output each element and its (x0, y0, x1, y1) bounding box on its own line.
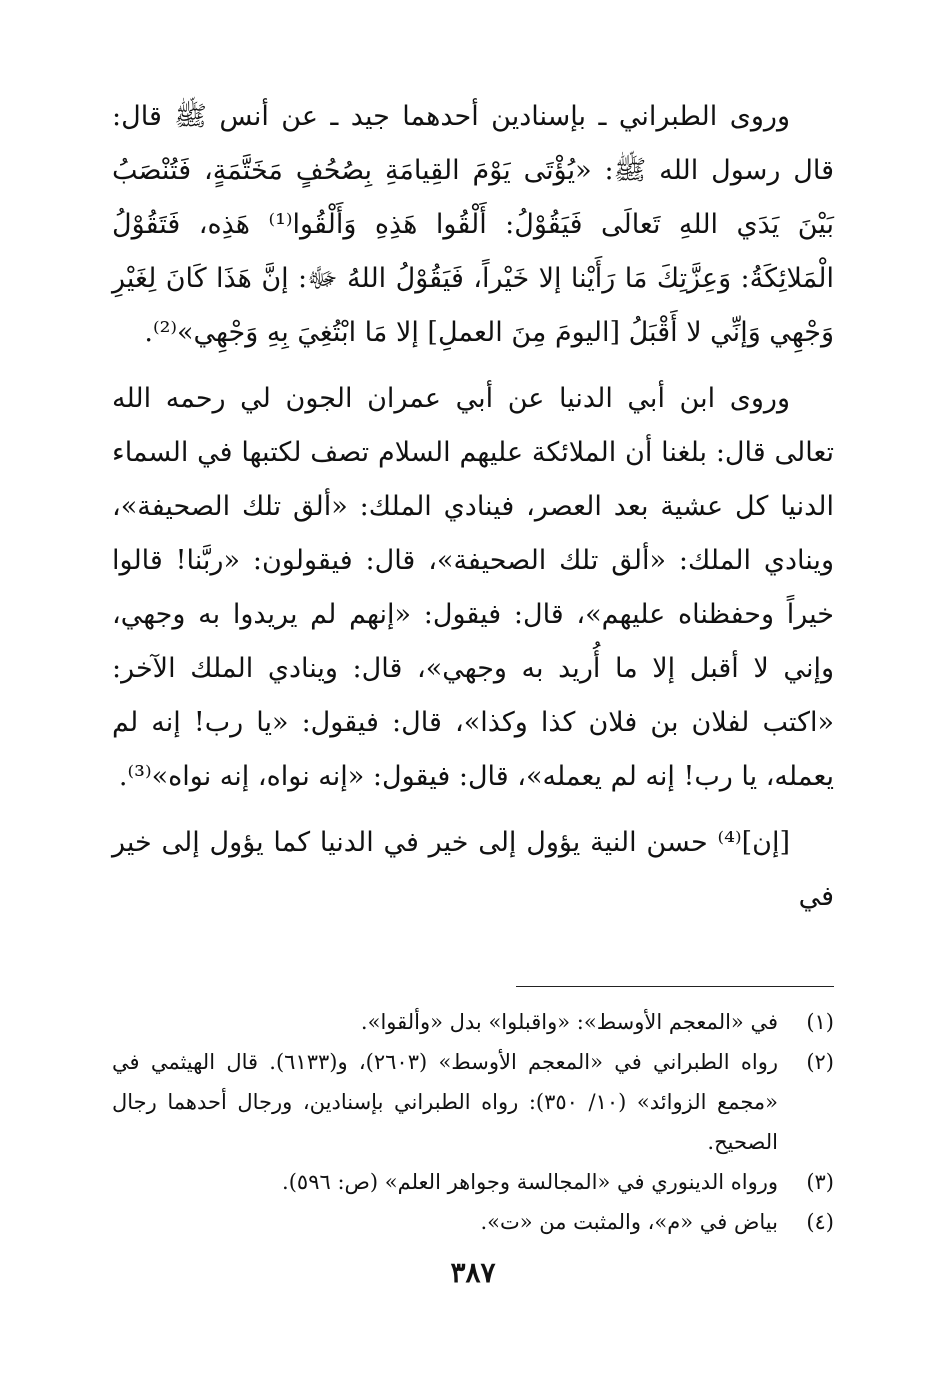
footnote-text: ورواه الدينوري في «المجالسة وجواهر العلم» (ص: ٥٩٦). (282, 1170, 778, 1194)
page-number: ٣٨٧ (450, 1256, 496, 1289)
footnote-1 (112, 1002, 834, 1042)
footnotes (112, 1002, 834, 1242)
footnote-number: (٤) (806, 1210, 834, 1234)
footnote-text: رواه الطبراني في «المعجم الأوسط» (٢٦٠٣)، و(٦١٣٣). قال الهيثمي في «مجمع الزوائد» (١٠/ ٣٥٠): رواه الطبراني بإسنادين، ورجال أحدهما رجال الصحيح. (112, 1050, 778, 1154)
paragraph-tabarani-hadith: وروى الطبراني ـ بإسنادين أحدهما جيد ـ عن أنس ﷺ قال: قال رسول الله ﷺ: «يُؤْتَى يَوْمَ القِيامَةِ بِصُحُفٍ مَخَتَّمَةٍ، فَتُنْصَبُ بَيْنَ يَدَي اللهِ تَعالَى فَيَقُوْلُ: أَلْقُوا هَذِهِ وَأَلْقُوا⁽¹⁾ هَذِه، فَتَقُوْلُ الْمَلائِكَةُ: وَعِزَّتِكَ مَا رَأَيْنا إلا خَيْراً، فَيَقُوْلُ اللهُ ﷻ: إنَّ هَذَا كَانَ لِغَيْرِ وَجْهِي وَإنِّي لا أَقْبَلُ [اليومَ مِنَ العملِ] إلا مَا ابْتُغِيَ بِهِ وَجْهِي»⁽²⁾. (112, 101, 834, 348)
paragraph-good-intention: [إن]⁽⁴⁾ حسن النية يؤول إلى خير في الدنيا كما يؤول إلى خير في (112, 827, 834, 912)
footnote-number: (٢) (806, 1050, 834, 1074)
paragraph-ibn-abi-dunya: وروى ابن أبي الدنيا عن أبي عمران الجون لي رحمه الله تعالى قال: بلغنا أن الملائكة عليهم السلام تصف لكتبها في السماء الدنيا كل عشية بعد العصر، فينادي الملك: «ألق تلك الصحيفة»، وينادي الملك: «ألق تلك الصحيفة»، قال: فيقولون: «ربَّنا! قالوا خيراً وحفظناه عليهم»، قال: فيقول: «إنهم لم يريدوا به وجهي، وإني لا أقبل إلا ما أُريد به وجهي»، قال: وينادي الملك الآخر: «اكتب لفلان بن فلان كذا وكذا»، قال: فيقول: «يا رب! إنه لم يعمله، يا رب! إنه لم يعمله»، قال: فيقول: «إنه نواه، إنه نواه»⁽³⁾. (112, 383, 834, 792)
footnote-3 (112, 1162, 834, 1202)
footnote-divider (516, 986, 834, 987)
footnote-text: بياض في «م»، والمثبت من «ت». (480, 1210, 778, 1234)
footnote-2 (112, 1042, 834, 1162)
footnote-text: في «المعجم الأوسط»: «واقبلوا» بدل «وألقوا». (360, 1010, 778, 1034)
main-text (112, 90, 834, 924)
footnote-number: (٣) (806, 1170, 834, 1194)
footnote-number: (١) (806, 1010, 834, 1034)
footnote-4 (112, 1202, 834, 1242)
